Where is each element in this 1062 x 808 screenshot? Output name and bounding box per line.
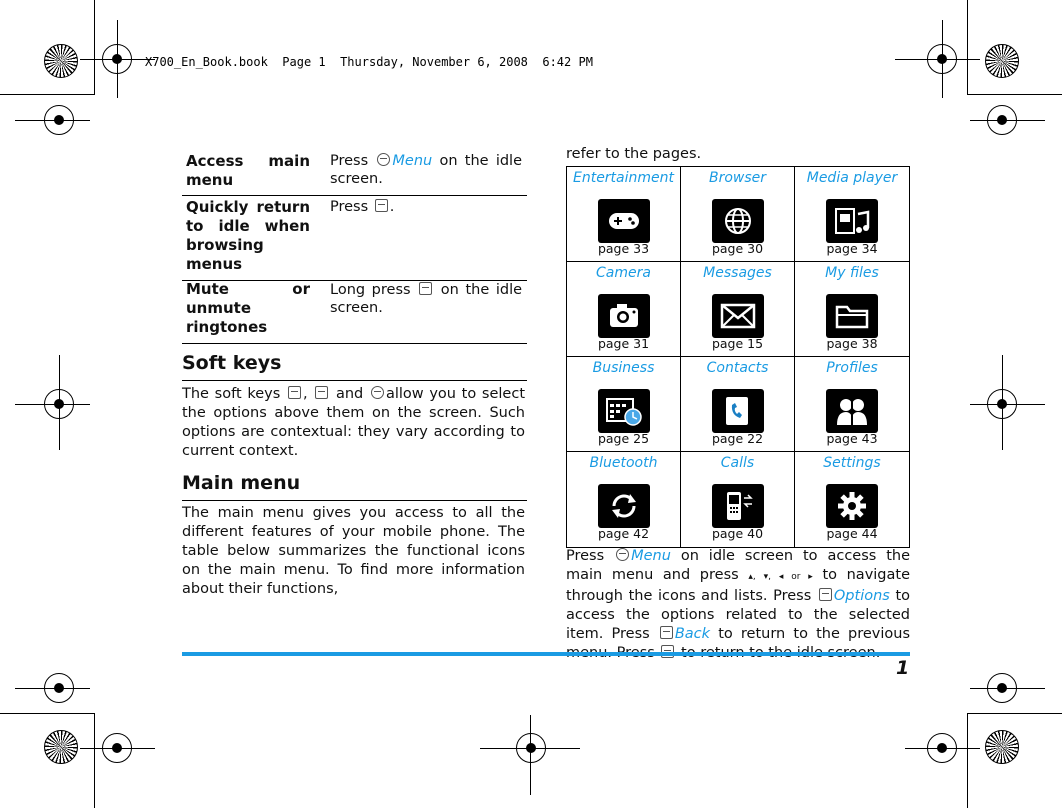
menu-cell-label: My files (825, 265, 879, 281)
starburst-mark (985, 44, 1019, 78)
menu-cell-label: Calls (720, 455, 755, 471)
crop-mark (967, 0, 968, 95)
phone-book-icon (712, 389, 764, 433)
main-menu-heading: Main menu (182, 472, 527, 501)
menu-cell-page: page 38 (826, 336, 878, 351)
menu-cell-page: page 40 (711, 526, 764, 541)
menu-cell-page: page 31 (597, 336, 650, 351)
menu-cell-page: page 43 (826, 431, 878, 446)
crop-mark (94, 713, 95, 808)
phone-calls-icon (712, 484, 764, 528)
menu-cell-page: page 44 (826, 526, 878, 541)
left-soft-key-icon (819, 588, 832, 601)
menu-cell-label: Profiles (826, 360, 878, 376)
menu-cell-page: page 42 (597, 526, 650, 541)
profiles-icon (826, 389, 878, 433)
crop-mark (0, 713, 95, 714)
registration-mark (102, 44, 132, 74)
grid-intro: refer to the pages. (566, 146, 702, 162)
book-stamp: X700_En_Book.book Page 1 Thursday, November 6, 2008 6:42 PM (145, 55, 593, 69)
gamepad-icon (598, 199, 650, 243)
menu-cell-page: page 25 (597, 431, 650, 446)
registration-mark (927, 733, 957, 763)
camera-icon (598, 294, 650, 338)
shortcut-value: Press Menu on the idle screen. (330, 153, 523, 187)
shortcut-key: Quickly return to idle when browsing menus (186, 198, 310, 273)
registration-mark (987, 389, 1017, 419)
envelope-icon (712, 294, 764, 338)
menu-cell-media-player (795, 167, 909, 262)
registration-mark (44, 673, 74, 703)
shortcut-value: Long press on the idle screen. (330, 282, 523, 316)
registration-mark (987, 673, 1017, 703)
crop-mark (94, 0, 95, 95)
menu-cell-my-files (795, 262, 909, 357)
menu-cell-label: Entertainment (572, 170, 675, 186)
shortcut-key: Mute or unmute ringtones (186, 280, 310, 336)
shortcut-key: Access main menu (186, 152, 310, 189)
main-menu-paragraph: The main menu gives you access to all the different features of your mobile phone. The table below summarizes the functional icons on the main menu. To find more information about their functions, (182, 505, 525, 597)
left-soft-key-icon (288, 386, 301, 399)
right-soft-key-icon (660, 626, 673, 639)
crop-mark (967, 94, 1062, 95)
globe-icon (712, 199, 764, 243)
menu-cell-bluetooth (567, 452, 681, 547)
menu-cell-entertainment (567, 167, 681, 262)
crop-mark (967, 713, 1062, 714)
menu-cell-page: page 22 (711, 431, 764, 446)
menu-cell-label: Business (592, 360, 655, 376)
registration-mark (927, 44, 957, 74)
gear-icon (826, 484, 878, 528)
menu-cell-camera (567, 262, 681, 357)
menu-cell-label: Browser (708, 170, 767, 186)
navigation-instructions: Press Menu on idle screen to access the main menu and press ▴, ▾, ◂ or ▸ to navigate through the icons and lists. Press Options to access the options related to the selected item. Press Back to return to the previous (566, 547, 910, 663)
calendar-clock-icon (598, 389, 650, 433)
registration-mark (44, 105, 74, 135)
menu-cell-profiles (795, 357, 909, 452)
menu-cell-page: page 34 (826, 241, 878, 256)
ok-key-icon (371, 386, 384, 399)
nav-arrows-icon: ▴, ▾, ◂ or ▸ (748, 572, 813, 582)
media-player-icon (826, 199, 878, 243)
table-row (182, 150, 527, 196)
menu-cell-label: Bluetooth (589, 455, 658, 471)
menu-cell-label: Camera (596, 265, 651, 281)
menu-cell-messages (681, 262, 795, 357)
menu-cell-label: Media player (806, 170, 898, 186)
folder-icon (826, 294, 878, 338)
table-row (182, 280, 527, 344)
menu-cell-page: page 30 (711, 241, 764, 256)
menu-cell-business (567, 357, 681, 452)
soft-keys-paragraph: The soft keys , and allow you to select the options above them on the screen. Such options are contextual: they vary according to current context. (182, 386, 526, 459)
registration-mark (516, 733, 546, 763)
starburst-mark (44, 44, 78, 78)
end-key-icon (375, 199, 388, 212)
hash-key-icon (419, 282, 432, 295)
menu-cell-page: page 33 (597, 241, 650, 256)
menu-cell-browser (681, 167, 795, 262)
menu-cell-label: Settings (823, 455, 881, 471)
ok-key-icon (377, 153, 390, 166)
registration-mark (102, 733, 132, 763)
soft-keys-heading: Soft keys (182, 352, 527, 381)
menu-cell-page: page 15 (711, 336, 764, 351)
shortcut-value: Press . (330, 199, 395, 215)
starburst-mark (985, 730, 1019, 764)
right-soft-key-icon (315, 386, 328, 399)
bluetooth-sync-icon (598, 484, 650, 528)
menu-cell-label: Messages (703, 265, 772, 281)
menu-icon-grid (566, 166, 910, 548)
crop-mark (0, 94, 95, 95)
footer-rule (182, 652, 910, 656)
table-row (182, 195, 527, 281)
page-number: 1 (896, 657, 910, 679)
crop-mark (967, 713, 968, 808)
ok-key-icon (616, 548, 629, 561)
registration-mark (44, 389, 74, 419)
menu-cell-settings (795, 452, 909, 547)
menu-cell-label: Contacts (706, 360, 769, 376)
menu-cell-calls (681, 452, 795, 547)
starburst-mark (44, 730, 78, 764)
menu-cell-contacts (681, 357, 795, 452)
registration-mark (987, 105, 1017, 135)
